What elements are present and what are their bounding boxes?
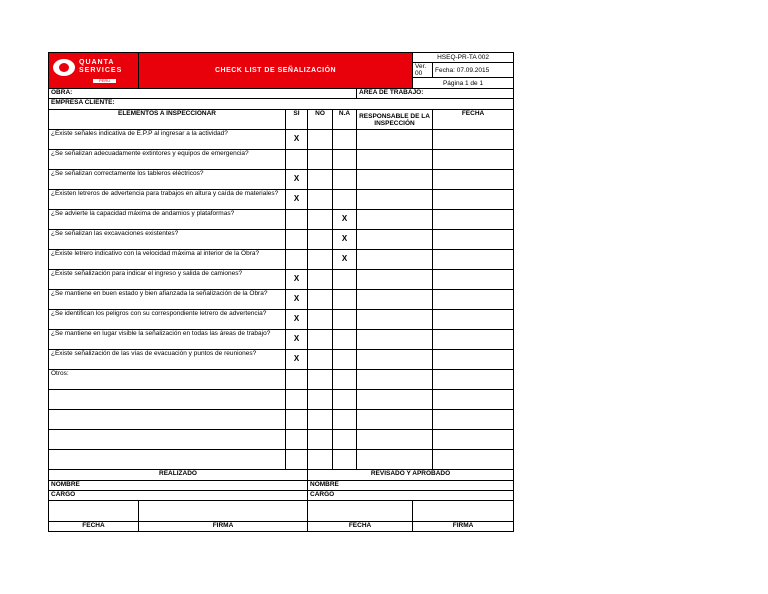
empresa-field[interactable]: EMPRESA CLIENTE: — [49, 99, 514, 110]
realizado-firma-box[interactable] — [139, 501, 308, 522]
item-fecha[interactable] — [433, 150, 514, 170]
blank-cell[interactable] — [286, 450, 308, 470]
realizado-fecha-box[interactable] — [49, 501, 139, 522]
item-fecha[interactable] — [433, 170, 514, 190]
item-responsable[interactable] — [357, 210, 433, 230]
item-na[interactable] — [333, 190, 357, 210]
revisado-firma-box[interactable] — [413, 501, 514, 522]
item-fecha[interactable] — [433, 330, 514, 350]
item-na[interactable]: X — [333, 210, 357, 230]
blank-cell[interactable] — [308, 430, 333, 450]
table-row — [49, 130, 514, 150]
item-si[interactable]: X — [286, 190, 308, 210]
blank-cell[interactable] — [357, 390, 433, 410]
item-na[interactable]: X — [333, 250, 357, 270]
form-page: Página 1 de 1 — [413, 78, 514, 89]
blank-cell[interactable] — [433, 450, 514, 470]
item-responsable[interactable] — [357, 130, 433, 150]
blank-cell[interactable] — [286, 410, 308, 430]
col-no: NO — [308, 110, 333, 130]
blank-cell[interactable] — [433, 370, 514, 390]
item-no[interactable] — [308, 270, 333, 290]
col-responsable: RESPONSABLE DE LA INSPECCIÓN — [357, 110, 433, 130]
area-field[interactable]: ÁREA DE TRABAJO: — [357, 89, 514, 99]
item-si[interactable]: X — [286, 290, 308, 310]
item-responsable[interactable] — [357, 330, 433, 350]
form-title: CHECK LIST DE SEÑALIZACIÓN — [139, 53, 413, 89]
form-code: HSEQ-PR-TA 002 — [413, 53, 514, 63]
revisado-fecha-box[interactable] — [308, 501, 413, 522]
item-fecha[interactable] — [433, 210, 514, 230]
item-fecha[interactable] — [433, 130, 514, 150]
item-si[interactable]: X — [286, 170, 308, 190]
item-si[interactable] — [286, 250, 308, 270]
item-responsable[interactable] — [357, 310, 433, 330]
item-si[interactable]: X — [286, 330, 308, 350]
checklist-table — [48, 52, 514, 532]
blank-cell[interactable] — [49, 430, 286, 450]
item-no[interactable] — [308, 170, 333, 190]
item-na[interactable] — [333, 270, 357, 290]
table-row — [49, 290, 514, 310]
item-na[interactable] — [333, 130, 357, 150]
item-na[interactable] — [333, 150, 357, 170]
item-no[interactable] — [308, 250, 333, 270]
item-fecha[interactable] — [433, 230, 514, 250]
table-row — [49, 250, 514, 270]
item-responsable[interactable] — [357, 190, 433, 210]
item-responsable[interactable] — [357, 270, 433, 290]
blank-cell[interactable] — [357, 370, 433, 390]
realizado-nombre[interactable]: NOMBRE — [49, 481, 308, 491]
item-fecha[interactable] — [433, 190, 514, 210]
blank-cell[interactable] — [49, 410, 286, 430]
item-si[interactable]: X — [286, 270, 308, 290]
blank-cell[interactable] — [357, 430, 433, 450]
item-text: ¿Se señalizan adecuadamente extintores y equipos de emergencia? — [49, 150, 286, 170]
item-text: ¿Existe señales indicativa de E.P.P al ingresar a la actividad? — [49, 130, 286, 150]
revisado-label: REVISADO Y APROBADO — [308, 470, 514, 481]
blank-cell[interactable] — [286, 390, 308, 410]
table-row — [49, 450, 514, 470]
blank-cell[interactable] — [333, 390, 357, 410]
realizado-label: REALIZADO — [49, 470, 308, 481]
item-si[interactable]: X — [286, 310, 308, 330]
table-row — [49, 170, 514, 190]
revisado-fecha-label: FECHA — [308, 522, 413, 532]
blank-cell[interactable] — [286, 370, 308, 390]
item-na[interactable] — [333, 290, 357, 310]
item-na[interactable] — [333, 310, 357, 330]
obra-field[interactable]: OBRA: — [49, 89, 357, 99]
item-si[interactable]: X — [286, 130, 308, 150]
col-elements: ELEMENTOS A INSPECCIONAR — [49, 110, 286, 130]
blank-cell[interactable] — [433, 430, 514, 450]
blank-cell[interactable] — [49, 390, 286, 410]
table-row — [49, 390, 514, 410]
table-row — [49, 190, 514, 210]
item-responsable[interactable] — [357, 290, 433, 310]
blank-cell[interactable] — [286, 430, 308, 450]
blank-cell[interactable] — [357, 450, 433, 470]
table-row — [49, 370, 514, 390]
quanta-logo-icon — [53, 59, 75, 76]
logo — [49, 53, 139, 89]
item-text: ¿Se señalizan correctamente los tableros eléctricos? — [49, 170, 286, 190]
item-na[interactable] — [333, 330, 357, 350]
form-version: Ver. 00 — [413, 63, 433, 78]
item-no[interactable] — [308, 130, 333, 150]
item-responsable[interactable] — [357, 150, 433, 170]
item-si[interactable] — [286, 150, 308, 170]
blank-cell[interactable] — [308, 410, 333, 430]
blank-cell[interactable] — [333, 410, 357, 430]
otros-label: Otros: — [49, 370, 286, 390]
item-text: ¿Existe señalización para indicar el ingreso y salida de camiones? — [49, 270, 286, 290]
table-row — [49, 150, 514, 170]
blank-cell[interactable] — [49, 450, 286, 470]
item-no[interactable] — [308, 210, 333, 230]
blank-cell[interactable] — [333, 430, 357, 450]
item-text: ¿Se mantiene en lugar visible la señalización en todas las áreas de trabajo? — [49, 330, 286, 350]
blank-cell[interactable] — [433, 410, 514, 430]
table-row — [49, 350, 514, 370]
item-no[interactable] — [308, 230, 333, 250]
form-date: Fecha: 07.09.2015 — [433, 63, 514, 78]
blank-cell[interactable] — [357, 410, 433, 430]
item-text: ¿Se advierte la capacidad máxima de andamios y plataformas? — [49, 210, 286, 230]
item-si[interactable] — [286, 210, 308, 230]
table-row — [49, 270, 514, 290]
blank-cell[interactable] — [308, 370, 333, 390]
table-row — [49, 410, 514, 430]
item-no[interactable] — [308, 330, 333, 350]
logo-country: PERU — [93, 79, 116, 83]
logo-line2: SERVICES — [79, 67, 123, 75]
item-fecha[interactable] — [433, 290, 514, 310]
item-fecha[interactable] — [433, 250, 514, 270]
item-text: ¿Se identifican los peligros con su correspondiente letrero de advertencia? — [49, 310, 286, 330]
item-responsable[interactable] — [357, 230, 433, 250]
revisado-nombre[interactable]: NOMBRE — [308, 481, 514, 491]
item-no[interactable] — [308, 190, 333, 210]
col-fecha: FECHA — [433, 110, 514, 130]
blank-cell[interactable] — [308, 450, 333, 470]
item-text: ¿Existen letreros de advertencia para trabajos en altura y caída de materiales? — [49, 190, 286, 210]
checklist-form — [48, 52, 513, 532]
item-fecha[interactable] — [433, 350, 514, 370]
item-na[interactable]: X — [333, 230, 357, 250]
item-no[interactable] — [308, 290, 333, 310]
item-text: ¿Se señalizan las excavaciones existentes? — [49, 230, 286, 250]
realizado-firma-label: FIRMA — [139, 522, 308, 532]
blank-cell[interactable] — [333, 450, 357, 470]
item-text: ¿Existe letrero indicativo con la velocidad máxima al interior de la Obra? — [49, 250, 286, 270]
item-responsable[interactable] — [357, 170, 433, 190]
item-fecha[interactable] — [433, 310, 514, 330]
item-no[interactable] — [308, 350, 333, 370]
item-text: ¿Se mantiene en buen estado y bien afianzada la señalización de la Obra? — [49, 290, 286, 310]
table-row — [49, 210, 514, 230]
item-na[interactable] — [333, 170, 357, 190]
logo-line1: QUANTA — [79, 59, 115, 67]
table-row — [49, 230, 514, 250]
realizado-fecha-label: FECHA — [49, 522, 139, 532]
item-responsable[interactable] — [357, 250, 433, 270]
blank-cell[interactable] — [333, 370, 357, 390]
col-si: SI — [286, 110, 308, 130]
blank-cell[interactable] — [308, 390, 333, 410]
revisado-firma-label: FIRMA — [413, 522, 514, 532]
table-row — [49, 430, 514, 450]
realizado-cargo[interactable]: CARGO — [49, 491, 308, 501]
revisado-cargo[interactable]: CARGO — [308, 491, 514, 501]
item-no[interactable] — [308, 150, 333, 170]
item-no[interactable] — [308, 310, 333, 330]
item-fecha[interactable] — [433, 270, 514, 290]
col-na: N.A — [333, 110, 357, 130]
table-row — [49, 310, 514, 330]
table-row — [49, 330, 514, 350]
blank-cell[interactable] — [433, 390, 514, 410]
item-si[interactable]: X — [286, 350, 308, 370]
item-responsable[interactable] — [357, 350, 433, 370]
item-text: ¿Existe señalización de las vías de evacuación y puntos de reuniones? — [49, 350, 286, 370]
item-si[interactable] — [286, 230, 308, 250]
item-na[interactable] — [333, 350, 357, 370]
